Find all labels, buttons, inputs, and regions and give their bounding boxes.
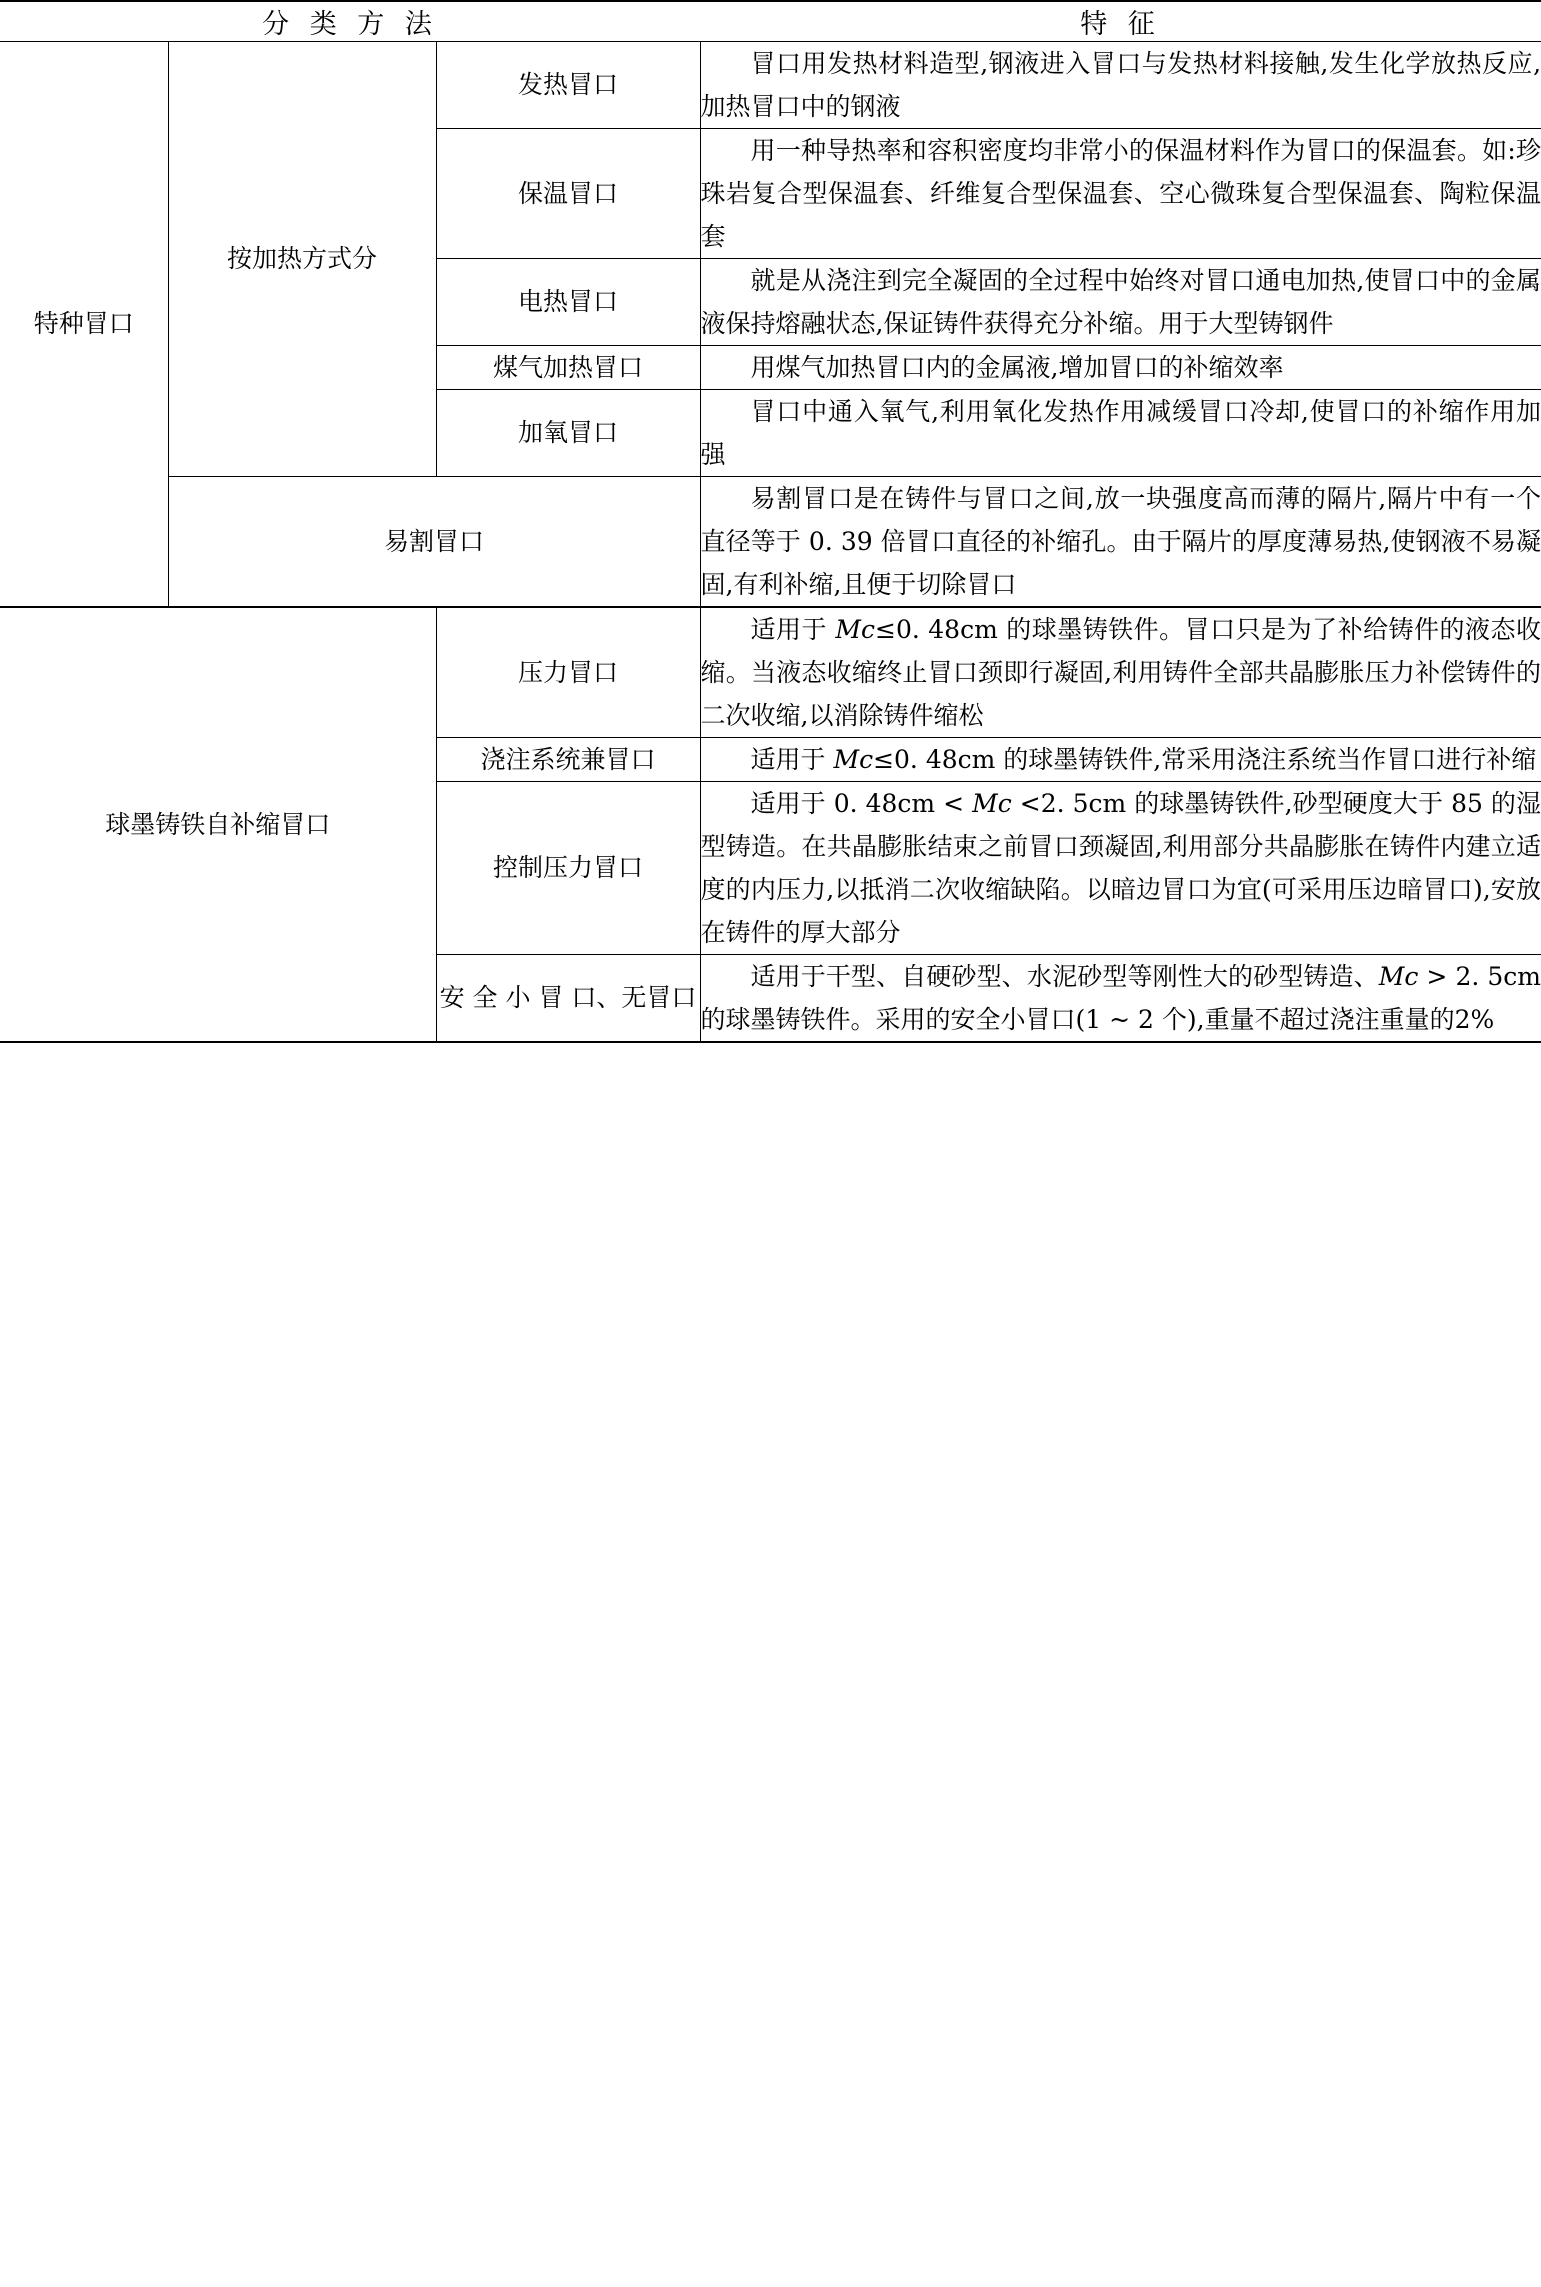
row-desc-safety-small-riser: 适用于干型、自硬砂型、水泥砂型等刚性大的砂型铸造、Mc > 2. 5cm 的球墨铸铁件。采用的安全小冒口(1 ~ 2 个),重量不超过浇注重量的2% [700, 955, 1541, 1043]
row-label-electric-riser: 电热冒口 [436, 259, 700, 346]
row-desc-controlled-pressure-riser: 适用于 0. 48cm < Mc <2. 5cm 的球墨铸铁件,砂型硬度大于 85 的湿型铸造。在共晶膨胀结束之前冒口颈凝固,利用部分共晶膨胀在铸件内建立适度的内压力,以抵消二次收缩缺陷。以暗边冒口为宜(可采用压边暗冒口),安放在铸件的厚大部分 [700, 782, 1541, 955]
row-desc-gating-as-riser: 适用于 Mc≤0. 48cm 的球墨铸铁件,常采用浇注系统当作冒口进行补缩 [700, 738, 1541, 782]
group-label-ductile-iron-self-feeding: 球墨铸铁自补缩冒口 [0, 607, 436, 1042]
row-desc-insulating-riser: 用一种导热率和容积密度均非常小的保温材料作为冒口的保温套。如:珍珠岩复合型保温套、纤维复合型保温套、空心微珠复合型保温套、陶粒保温套 [700, 129, 1541, 259]
row-label-gating-as-riser: 浇注系统兼冒口 [436, 738, 700, 782]
row-desc-oxygen-riser: 冒口中通入氧气,利用氧化发热作用减缓冒口冷却,使冒口的补缩作用加强 [700, 390, 1541, 477]
group-label-special-riser: 特种冒口 [0, 42, 168, 608]
row-label-pressure-riser: 压力冒口 [436, 607, 700, 738]
subgroup-label-easy-cut-riser: 易割冒口 [168, 477, 700, 608]
row-desc-electric-riser: 就是从浇注到完全凝固的全过程中始终对冒口通电加热,使冒口中的金属液保持熔融状态,保证铸件获得充分补缩。用于大型铸钢件 [700, 259, 1541, 346]
row-label-gas-heated-riser: 煤气加热冒口 [436, 346, 700, 390]
header-method: 分 类 方 法 [0, 1, 700, 42]
row-desc-exothermic-riser: 冒口用发热材料造型,钢液进入冒口与发热材料接触,发生化学放热反应,加热冒口中的钢液 [700, 42, 1541, 129]
row-label-oxygen-riser: 加氧冒口 [436, 390, 700, 477]
row-label-exothermic-riser: 发热冒口 [436, 42, 700, 129]
subgroup-label-by-heating: 按加热方式分 [168, 42, 436, 477]
row-desc-easy-cut-riser: 易割冒口是在铸件与冒口之间,放一块强度高而薄的隔片,隔片中有一个直径等于 0. 39 倍冒口直径的补缩孔。由于隔片的厚度薄易热,使钢液不易凝固,有利补缩,且便于切除冒口 [700, 477, 1541, 608]
table-row [0, 42, 1541, 129]
table-row [0, 607, 1541, 738]
table-header-row [0, 1, 1541, 42]
row-label-insulating-riser: 保温冒口 [436, 129, 700, 259]
header-feature: 特 征 [700, 1, 1541, 42]
row-desc-gas-heated-riser: 用煤气加热冒口内的金属液,增加冒口的补缩效率 [700, 346, 1541, 390]
table-row [0, 477, 1541, 608]
row-label-safety-small-riser: 安 全 小 冒 口、无冒口 [436, 955, 700, 1043]
row-label-controlled-pressure-riser: 控制压力冒口 [436, 782, 700, 955]
classification-table [0, 0, 1541, 1043]
row-desc-pressure-riser: 适用于 Mc≤0. 48cm 的球墨铸铁件。冒口只是为了补给铸件的液态收缩。当液态收缩终止冒口颈即行凝固,利用铸件全部共晶膨胀压力补偿铸件的二次收缩,以消除铸件缩松 [700, 607, 1541, 738]
